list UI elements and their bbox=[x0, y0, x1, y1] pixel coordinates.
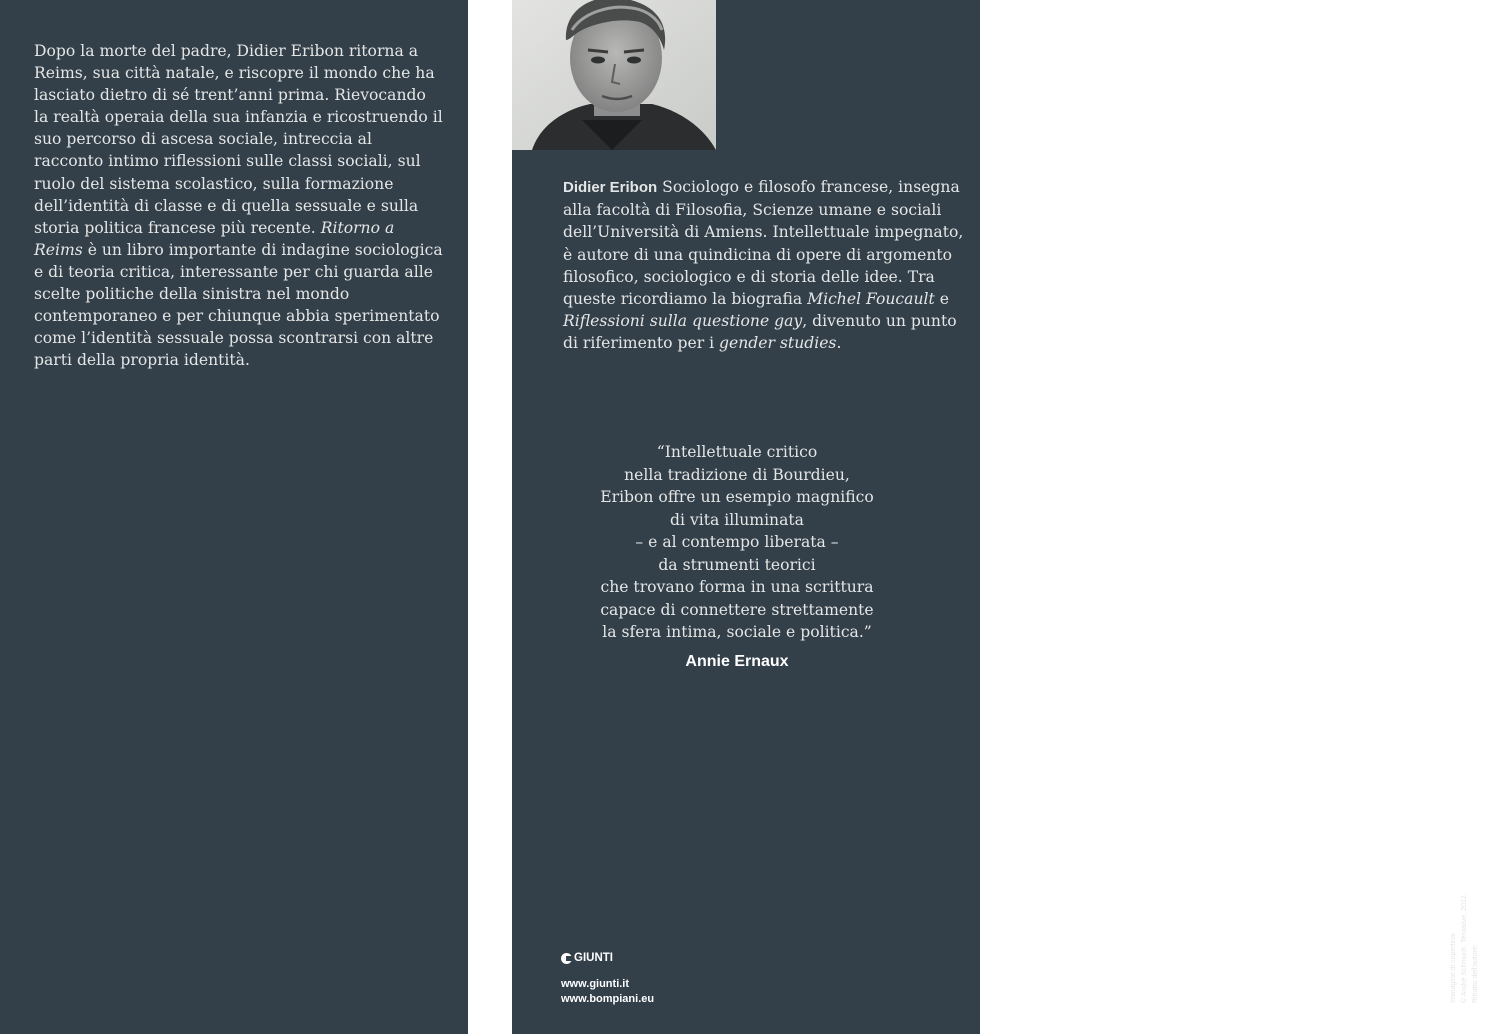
bio-text-part3: , divenuto un punto di riferimento per i bbox=[563, 312, 957, 353]
synopsis-text-part1: Dopo la morte del padre, Didier Eribon ritorna a Reims, sua città natale, e riscopre il mondo che ha lasciato dietro di sé trent’anni prima. Rievocando la realtà operaia della sua infanzia e ricostruendo il suo percorso di ascesa sociale, intreccia al racconto intimo riflessioni sulle classi sociali, sul ruolo del sistema scolastico, sulla formazione dell’identità di classe e di quella sessuale e sulla storia politica francese più recente. bbox=[34, 42, 443, 237]
quote-line: capace di connettere strettamente bbox=[600, 600, 874, 619]
author-portrait-photo bbox=[512, 0, 716, 150]
credit-line: Ritratto dell’autore: bbox=[1472, 944, 1479, 1003]
endorsement-quote bbox=[552, 441, 922, 644]
author-bio bbox=[563, 176, 968, 355]
bio-text-part1: Sociologo e filosofo francese, insegna alla facoltà di Filosofia, Scienze umane e sociali dell’Università di Amiens. Intellettuale impegnato, è autore di una quindicina di opere di argomento filosofico, sociologico e di storia delle idee. Tra queste ricordiamo la biografia bbox=[563, 178, 964, 309]
bio-text-part2: e bbox=[934, 290, 949, 309]
quote-line: nella tradizione di Bourdieu, bbox=[624, 465, 850, 484]
quote-line: “Intellettuale critico bbox=[656, 443, 818, 461]
publisher-logo bbox=[561, 952, 613, 964]
quote-line: – e al contempo liberata – bbox=[635, 533, 839, 551]
quote-line: Eribon offre un esempio magnifico bbox=[600, 488, 874, 506]
publisher-logo-text: GIUNTI bbox=[574, 952, 613, 964]
image-credits bbox=[1448, 843, 1492, 1003]
quote-line: di vita illuminata bbox=[670, 510, 804, 529]
quote-author: Annie Ernaux bbox=[685, 653, 789, 670]
bio-term: gender studies bbox=[719, 334, 837, 353]
publisher-website-giunti[interactable]: www.giunti.it bbox=[561, 978, 630, 990]
quote-line: che trovano forma in una scrittura bbox=[600, 578, 874, 596]
book-synopsis bbox=[34, 40, 444, 371]
author-flap-right bbox=[512, 0, 1479, 1034]
bio-text-part4: . bbox=[836, 334, 842, 353]
back-flap-left bbox=[0, 0, 468, 1034]
author-name: Didier Eribon bbox=[563, 179, 658, 196]
credit-line: Immagine di copertina: bbox=[1450, 932, 1457, 1003]
credit-line: © André Schmuch, Tentative, 2012. bbox=[1461, 893, 1468, 1003]
publisher-website-bompiani[interactable]: www.bompiani.eu bbox=[561, 993, 655, 1005]
synopsis-text-part2: è un libro importante di indagine sociologica e di teoria critica, interessante per chi guarda alle scelte politiche della sinistra nel mondo contemporaneo e per chiunque abbia sperimentato come l’identità sessuale possa scontrarsi con altre parti della propria identità. bbox=[34, 240, 443, 370]
quote-line: la sfera intima, sociale e politica.” bbox=[602, 623, 872, 641]
book-title: Ritorno a Reims bbox=[34, 218, 395, 259]
bio-work-title-2: Riflessioni sulla questione gay bbox=[563, 312, 803, 331]
quote-line: da strumenti teorici bbox=[658, 555, 816, 574]
giunti-logo-icon bbox=[561, 953, 572, 964]
bio-work-title-1: Michel Foucault bbox=[807, 290, 935, 309]
author-portrait-image bbox=[512, 0, 716, 150]
